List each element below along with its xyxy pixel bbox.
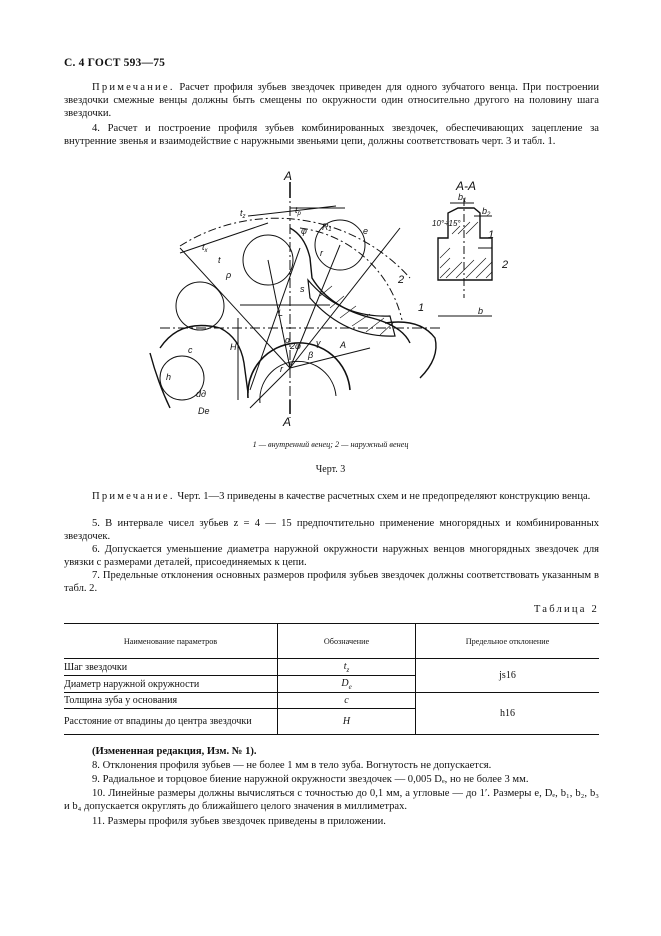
table-cell-tolerance: js16 [416,659,600,693]
label-s: s [300,284,305,294]
table-cell-symbol: c [278,693,416,709]
label-rho: ρ [226,270,232,280]
item-10: 10. Линейные размеры должны вычисляться с точностью до 0,1 мм, а угловые — до 1′. Размеры e, Dₑ, b₁, b₂, b₃ и b₄ допускается округлять до ближайшего целого значения в миллиметрах. [64,788,599,813]
table-header: Наименование параметров [64,624,278,659]
label-b1: $b_1$ [458,192,467,204]
label-2-section: 2 [502,259,509,271]
figure-caption: Черт. 3 [315,464,346,475]
table-cell-tolerance: h16 [416,693,600,735]
label-tz: $t_z$ [240,208,246,220]
label-H: H [230,342,237,352]
item-4: 4. Расчет и построение профиля зубьев комбинированных звездочек, обеспечивающих зацепление за внутренние звенья и взаимодействие с наружными звеньями цепи, должны соответствовать черт. 3 и табл. 1. [64,123,599,148]
sprocket-drawing [140,168,540,430]
label-h: h [166,372,172,382]
caption-legend: 1 — внутренний венец; 2 — наружный венец [252,440,409,449]
label-b: b [478,306,484,316]
label-c: c [188,345,193,355]
note-2-label: Примечание. [92,491,175,502]
label-angle: 10°÷15° [432,219,461,228]
roller-circle [243,235,293,285]
note-1 [64,81,599,121]
table-2 [64,623,599,735]
label-t: t [218,255,221,265]
note-2 [64,490,599,503]
label-dd: dд [196,389,206,399]
label-1-inner: 1 [418,302,425,314]
roller-circle [176,282,224,330]
table-cell-name: Диаметр наружной окружности [64,676,278,693]
label-1-section: 1 [488,229,495,241]
table-header: Обозначение [278,624,416,659]
label-alpha: α [285,335,291,345]
table-header-row [64,624,599,659]
label-gamma: γ [316,338,321,348]
item-11: 11. Размеры профиля зубьев звездочек приведены в приложении. [92,816,386,827]
label-b2: $b_2$ [482,206,491,218]
item-9: 9. Радиальное и торцовое биение наружной окружности звездочек — 0,005 Dₑ, но не более 3 мм. [92,774,529,785]
section-marker-top: А [284,169,293,183]
table-row [64,693,599,709]
note-1-label: Примечание. [92,82,175,93]
label-2phi: 2φ [290,341,301,351]
edition-note: (Измененная редакция, Изм. № 1). [92,746,257,757]
label-r1: R₁ [322,222,332,232]
table-cell-name: Расстояние от впадины до центра звездочки [64,709,278,735]
table-cell-name: Шаг звездочки [64,659,278,676]
table-row [64,659,599,676]
label-De: De [198,406,210,416]
table-cell-symbol: $t_z$ [278,659,416,676]
item-5: 5. В интервале чисел зубьев z = 4 — 15 предпочтительно применение многорядных и комбинированных звездочек. [64,518,599,543]
section-marker-bottom: А [283,415,292,429]
label-L: L [278,308,284,318]
label-phi: φ [301,226,307,236]
label-beta: β [308,350,314,360]
label-A: A [340,340,347,350]
label-e: e [363,226,369,236]
label-tp: $t_p$ [295,205,301,217]
table-cell-symbol: H [278,709,416,735]
item-7: 7. Предельные отклонения основных размеров профиля зубьев звездочек должны соответствовать указанным в табл. 2. [64,570,599,595]
item-8: 8. Отклонения профиля зубьев — не более 1 мм в тело зуба. Вогнутость не допускается. [92,760,492,771]
label-r-small: r [280,364,283,374]
page-header: С. 4 ГОСТ 593—75 [64,57,166,69]
section-view-title: А-А [456,179,477,193]
note-1-text: Расчет профиля зубьев звездочек приведен для одного зубчатого венца. При построении звездочки смежные венцы должны быть смещены по окружности один относительно другого на половину шага звездочки. [64,82,599,120]
table-header: Предельное отклонение [416,624,600,659]
label-tx: $t_x$ [202,242,208,254]
label-r: r [320,248,323,258]
label-2-outer: 2 [398,274,405,286]
note-2-text: Черт. 1—3 приведены в качестве расчетных схем и не предопределяют конструкцию венца. [177,491,591,502]
pitch-arc [180,218,410,278]
item-6: 6. Допускается уменьшение диаметра наружной окружности наружных венцов многорядных звездочек для увязки с размерами деталей, присоединяемых к цепи. [64,544,599,569]
table-cell-name: Толщина зуба у основания [64,693,278,709]
table-cell-symbol: $D_e$ [278,676,416,693]
table-title: Таблица 2 [533,604,599,615]
